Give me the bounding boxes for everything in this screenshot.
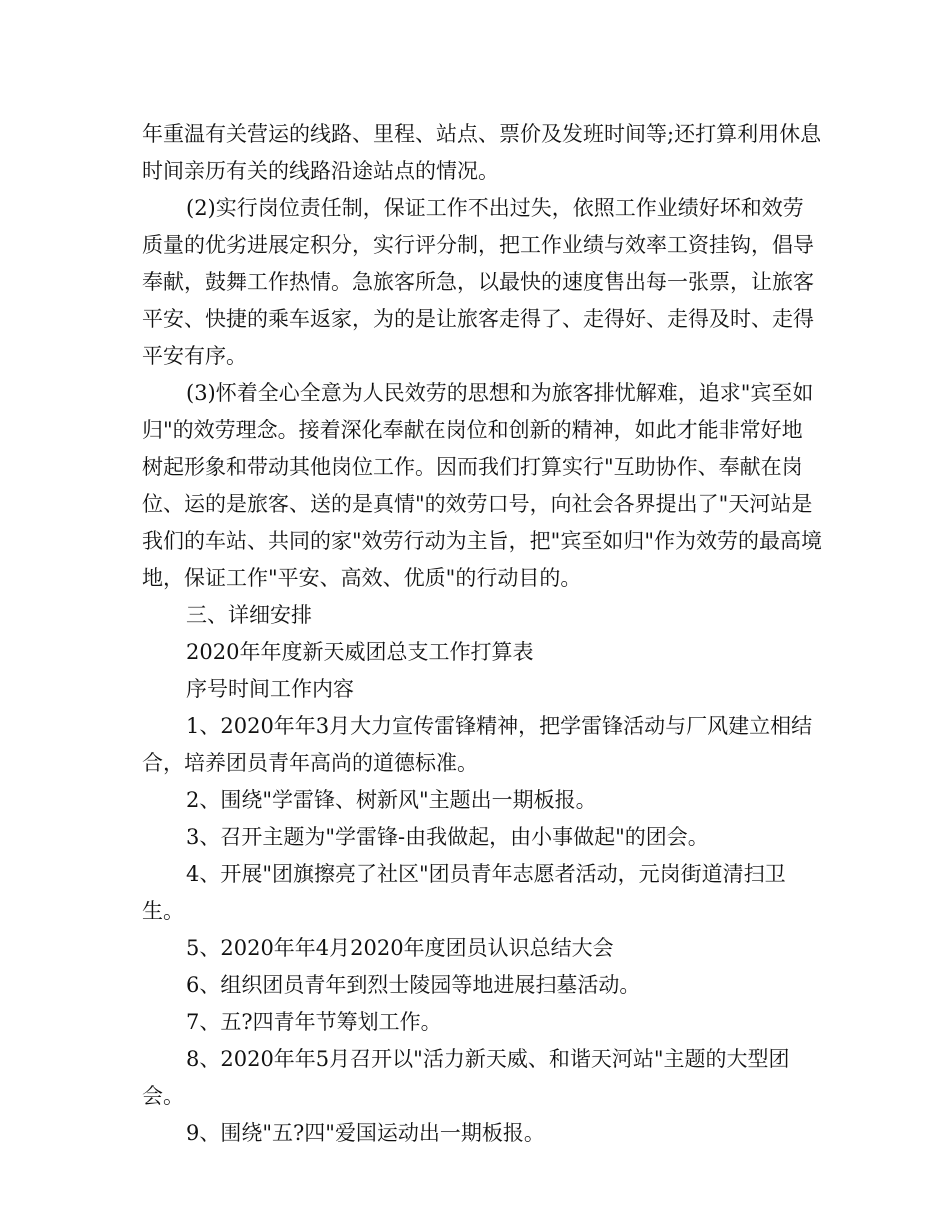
- plan-row-5: 5、2020年年4月2020年度团员认识总结大会: [186, 936, 614, 960]
- plan-row-7: 7、五?四青年节筹划工作。: [186, 1010, 442, 1034]
- plan-row-2: 2、围绕"学雷锋、树新风"主题出一期板报。: [186, 788, 597, 812]
- document-body: [142, 116, 822, 1152]
- plan-row-3: 3、召开主题为"学雷锋-由我做起，由小事做起"的团会。: [186, 825, 709, 849]
- plan-row-9: 9、围绕"五?四"爱国运动出一期板报。: [186, 1121, 545, 1145]
- plan-row-6: 6、组织团员青年到烈士陵园等地进展扫墓活动。: [186, 973, 641, 997]
- paragraph-item-2: (2)实行岗位责任制，保证工作不出过失，依照工作业绩好坏和效劳质量的优劣进展定积分，实行评分制，把工作业绩与效率工资挂钩，倡导奉献，鼓舞工作热情。急旅客所急，以最快的速度售出每一张票，让旅客平安、快捷的乘车返家，为的是让旅客走得了、走得好、走得及时、走得平安有序。: [142, 196, 814, 368]
- plan-table-header: 序号时间工作内容: [186, 677, 354, 701]
- paragraph-item-3: (3)怀着全心全意为人民效劳的思想和为旅客排忧解难，追求"宾至如归"的效劳理念。接着深化奉献在岗位和创新的精神，如此才能非常好地树起形象和带动其他岗位工作。因而我们打算实行"互助协作、奉献在岗位、运的是旅客、送的是真情"的效劳口号，向社会各界提出了"天河站是我们的车站、共同的家"效劳行动为主旨，把"宾至如归"作为效劳的最高境地，保证工作"平安、高效、优质"的行动目的。: [142, 381, 822, 590]
- plan-row-4: 4、开展"团旗擦亮了社区"团员青年志愿者活动，元岗街道清扫卫生。: [142, 862, 786, 923]
- plan-row-1: 1、2020年年3月大力宣传雷锋精神，把学雷锋活动与厂风建立相结合，培养团员青年高尚的道德标准。: [142, 714, 813, 775]
- paragraph-continuation: 年重温有关营运的线路、里程、站点、票价及发班时间等;还打算利用休息时间亲历有关的线路沿途站点的情况。: [142, 122, 822, 183]
- plan-table-title: 2020年年度新天威团总支工作打算表: [186, 640, 534, 664]
- section-heading-arrangement: 三、详细安排: [186, 603, 312, 627]
- plan-row-8: 8、2020年年5月召开以"活力新天威、和谐天河站"主题的大型团会。: [142, 1047, 790, 1108]
